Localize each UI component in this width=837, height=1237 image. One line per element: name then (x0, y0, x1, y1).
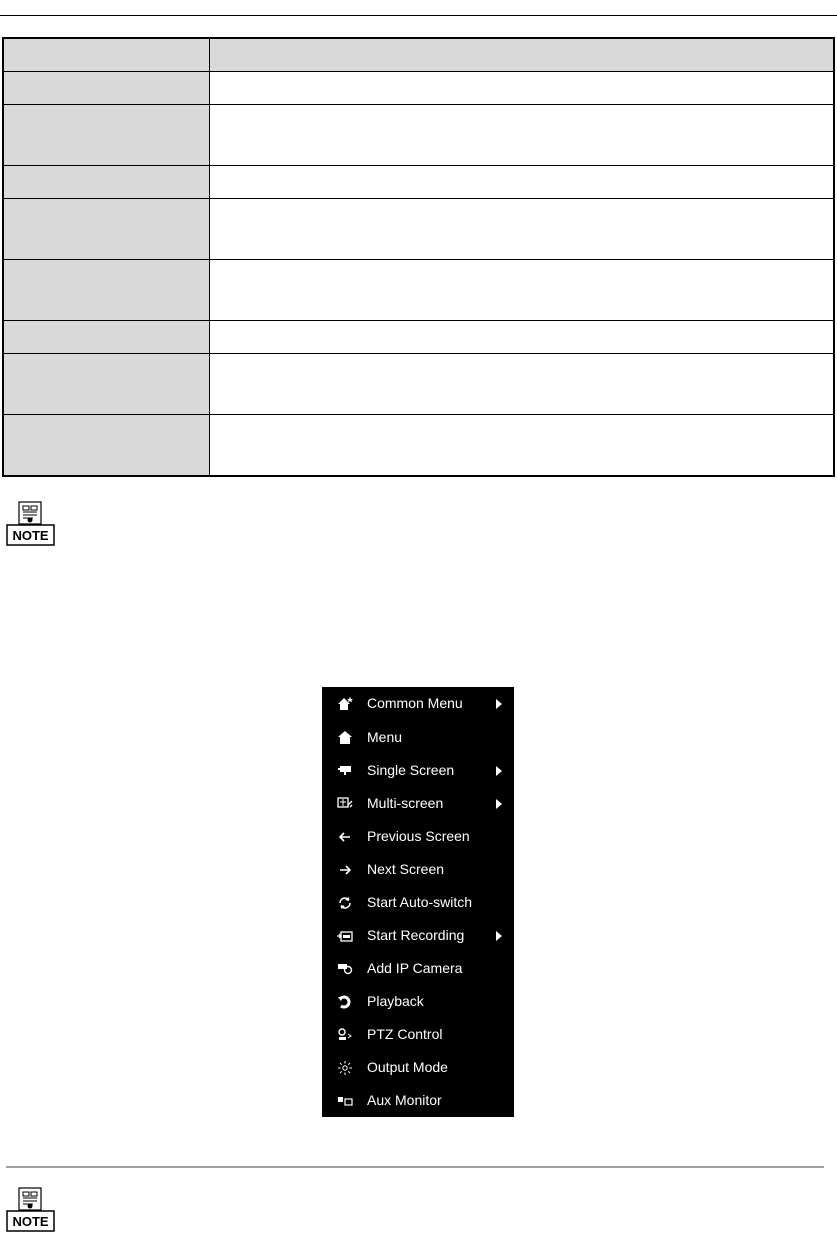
menu-item-multi-screen[interactable] (322, 787, 514, 820)
table-cell (3, 321, 210, 354)
note-label: NOTE (12, 528, 49, 543)
table-cell (210, 105, 835, 166)
menu-item-output-mode[interactable] (322, 1051, 514, 1084)
note-icon (5, 500, 56, 548)
table-cell (3, 415, 210, 477)
table-cell (3, 166, 210, 199)
menu-item-label: Start Auto-switch (367, 894, 473, 910)
menu-item-label: Start Recording (367, 927, 465, 943)
table-cell (210, 166, 835, 199)
submenu-arrow-icon (496, 799, 502, 809)
submenu-arrow-icon (496, 699, 502, 709)
aux-monitor-icon (336, 1092, 354, 1110)
menu-item-start-auto-switch[interactable] (322, 886, 514, 919)
table-cell (210, 72, 835, 105)
context-menu (322, 687, 514, 1117)
menu-item-add-ip-camera[interactable] (322, 952, 514, 985)
table-row (3, 260, 834, 321)
table-row (3, 321, 834, 354)
table-cell (210, 354, 835, 415)
table-header-cell (3, 38, 210, 72)
table-row (3, 72, 834, 105)
menu-item-label: Menu (367, 729, 403, 745)
table-row (3, 105, 834, 166)
home-icon (336, 729, 354, 747)
menu-item-menu[interactable] (322, 721, 514, 754)
menu-item-label: Output Mode (367, 1059, 448, 1075)
arrow-right-icon (336, 861, 354, 879)
table-cell (210, 415, 835, 477)
table-row (3, 415, 834, 477)
table-cell (210, 321, 835, 354)
menu-item-ptz-control[interactable] (322, 1018, 514, 1051)
menu-item-previous-screen[interactable] (322, 820, 514, 853)
menu-item-playback[interactable] (322, 985, 514, 1018)
menu-item-label: Common Menu (367, 695, 463, 711)
menu-item-label: Multi-screen (367, 795, 444, 811)
section-divider (6, 1166, 824, 1168)
sun-icon (336, 1059, 354, 1077)
description-table (2, 37, 835, 477)
table-header-row (3, 38, 834, 72)
refresh-icon (336, 894, 354, 912)
table-cell (210, 260, 835, 321)
menu-item-single-screen[interactable] (322, 754, 514, 787)
ptz-icon (336, 1026, 354, 1044)
multi-screen-icon (336, 795, 354, 813)
menu-item-common-menu[interactable] (322, 687, 514, 720)
menu-item-label: Single Screen (367, 762, 455, 778)
add-camera-icon (336, 960, 354, 978)
note-label: NOTE (12, 1214, 49, 1229)
note-icon (5, 1186, 56, 1234)
playback-icon (336, 993, 354, 1011)
camera-icon (336, 762, 354, 780)
star-house-icon (336, 695, 354, 713)
menu-item-start-recording[interactable] (322, 919, 514, 952)
arrow-left-icon (336, 828, 354, 846)
table-cell (210, 199, 835, 260)
table-cell (3, 199, 210, 260)
table-cell (3, 105, 210, 166)
table-cell (3, 354, 210, 415)
menu-item-aux-monitor[interactable] (322, 1084, 514, 1117)
submenu-arrow-icon (496, 766, 502, 776)
table-row (3, 354, 834, 415)
menu-item-label: Playback (367, 993, 424, 1009)
menu-item-label: Next Screen (367, 861, 445, 877)
menu-item-label: PTZ Control (367, 1026, 443, 1042)
record-icon (336, 927, 354, 945)
submenu-arrow-icon (496, 931, 502, 941)
table-cell (3, 260, 210, 321)
table-row (3, 199, 834, 260)
menu-item-label: Aux Monitor (367, 1092, 442, 1108)
table-row (3, 166, 834, 199)
menu-item-next-screen[interactable] (322, 853, 514, 886)
menu-item-label: Previous Screen (367, 828, 470, 844)
menu-item-label: Add IP Camera (367, 960, 463, 976)
header-rule (0, 15, 837, 16)
table-cell (3, 72, 210, 105)
table-header-cell (210, 38, 835, 72)
